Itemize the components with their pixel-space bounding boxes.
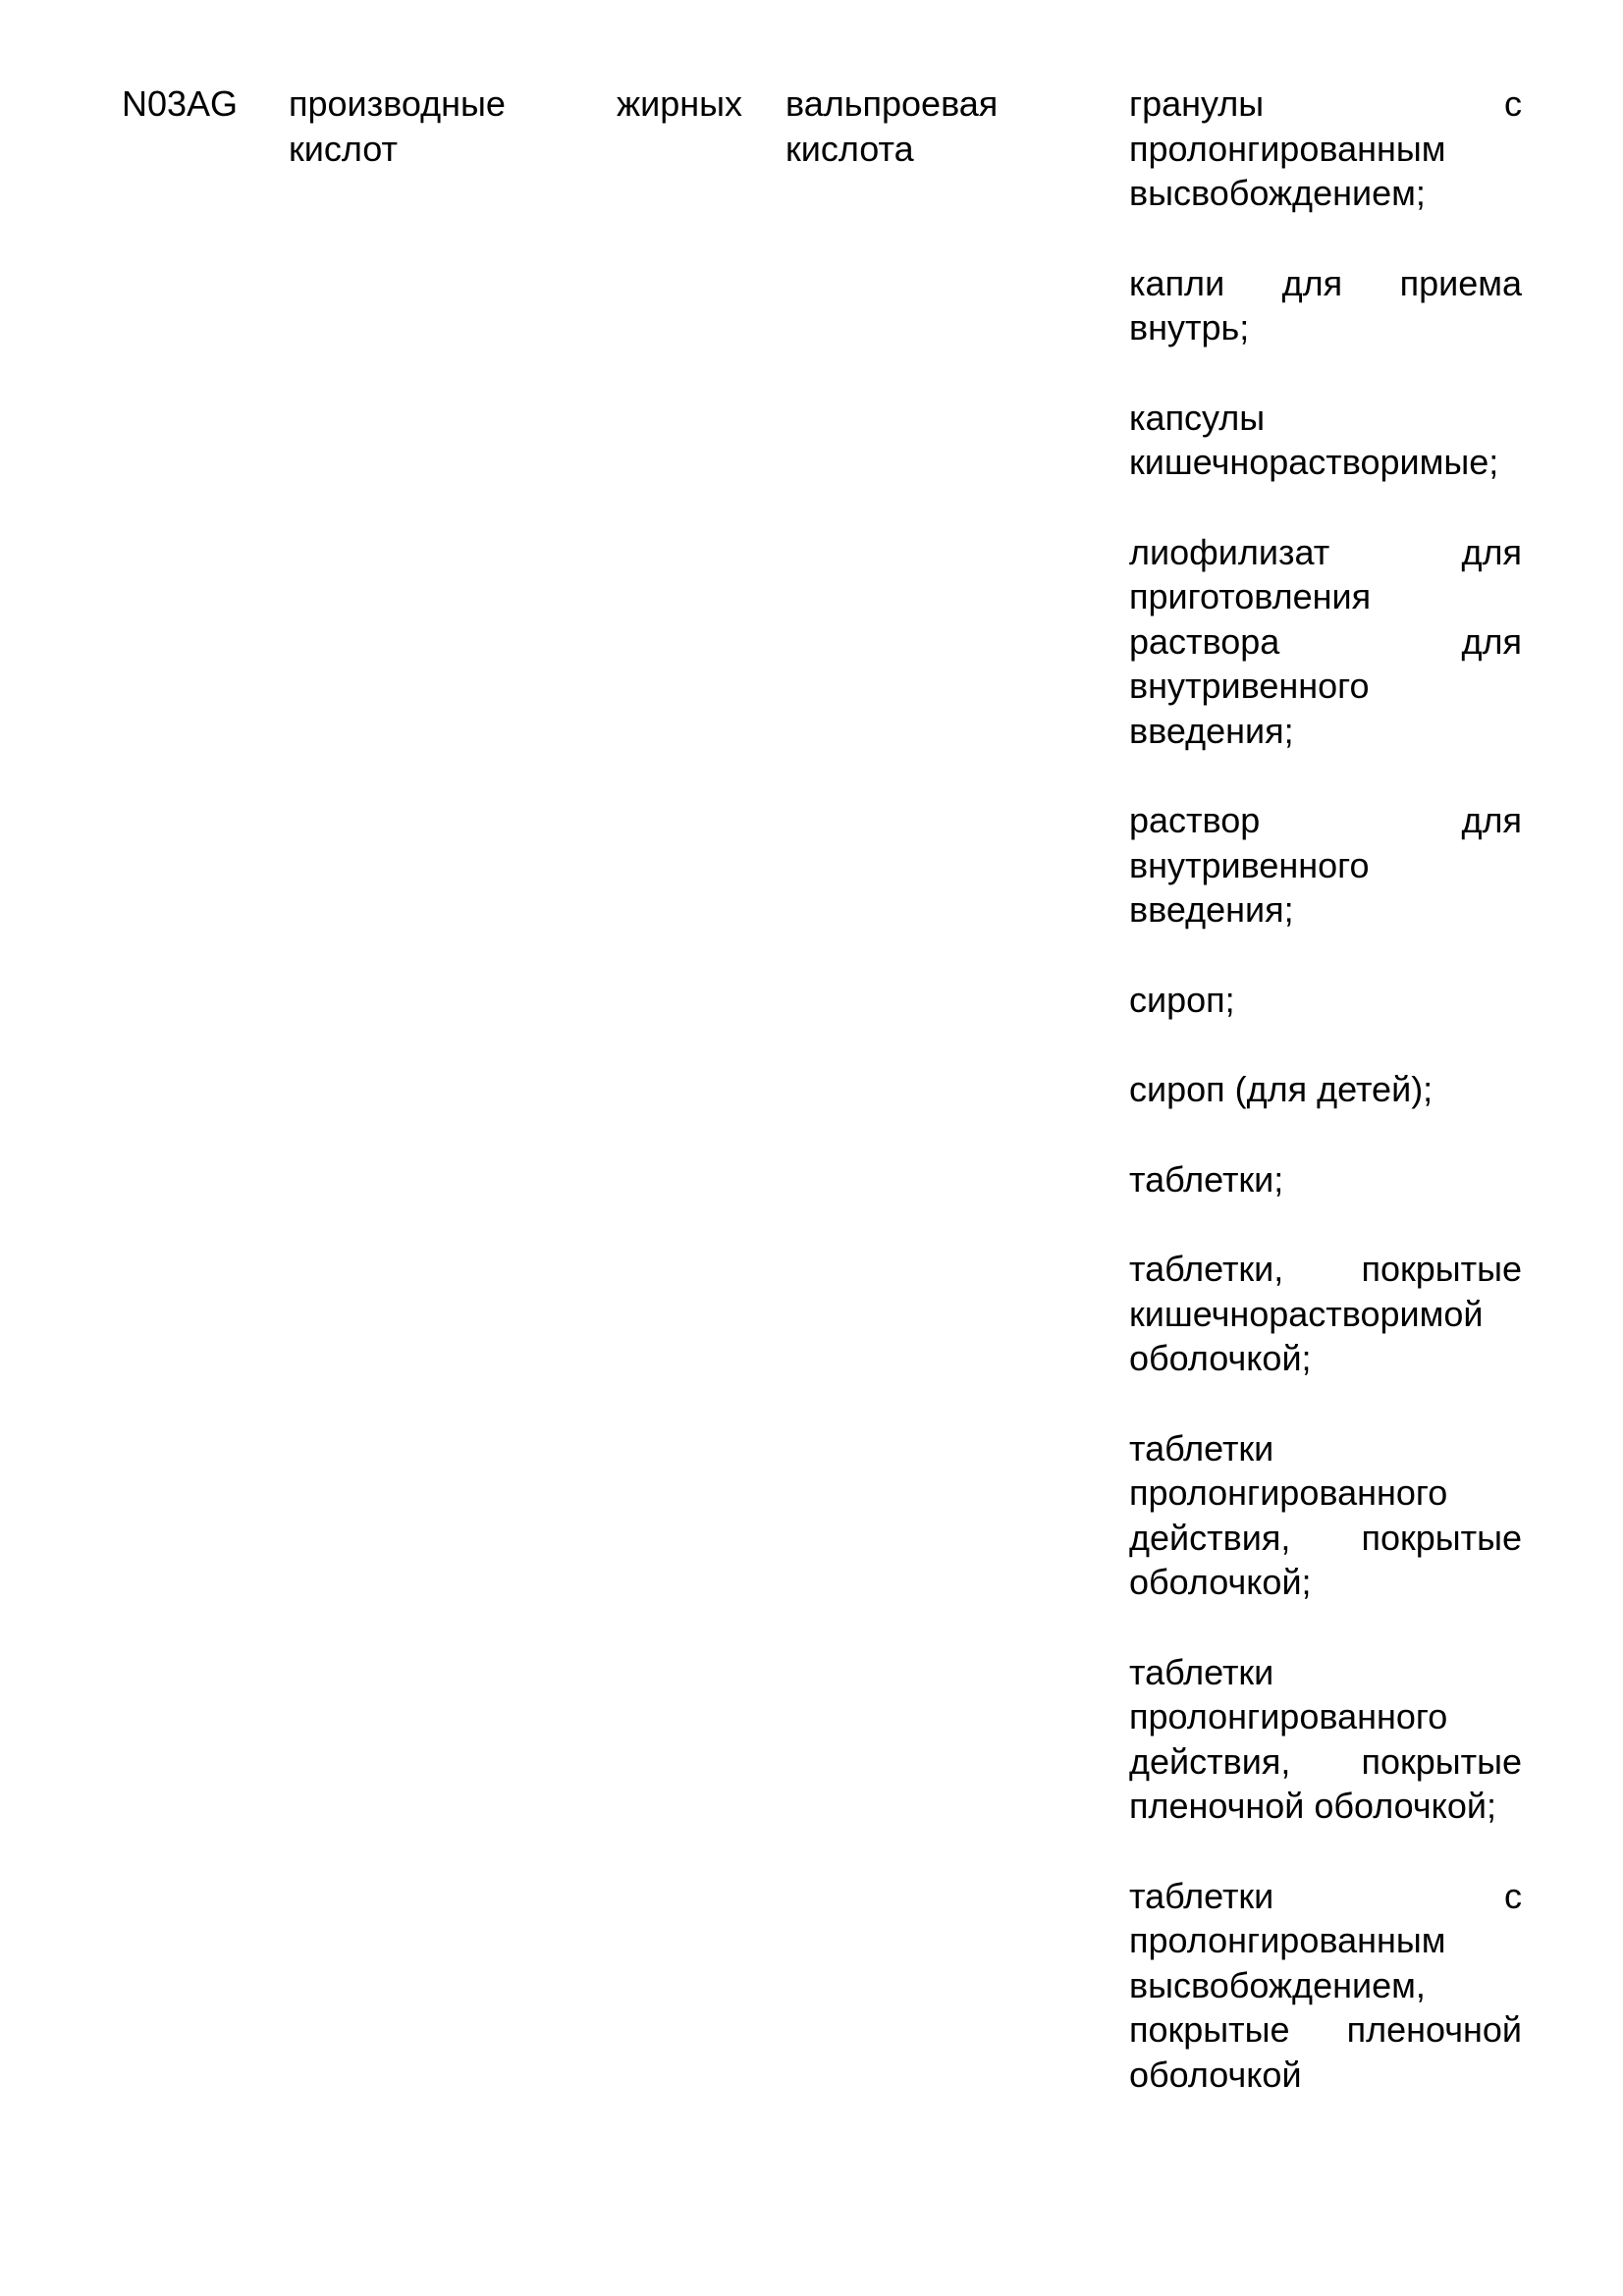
dosage-form-item: таблетки;: [1129, 1158, 1284, 1200]
dosage-form-item: сироп;: [1129, 979, 1235, 1020]
dosage-form-item: сироп (для детей);: [1129, 1069, 1434, 1109]
dosage-form-item: капсулы кишечнорастворимые;: [1129, 397, 1499, 482]
atc-code: N03AG: [122, 83, 239, 124]
dosage-form-item: раствор для внутривенного введения;: [1129, 800, 1522, 930]
dosage-form-item: таблетки пролонгированного действия, покрытые пленочной оболочкой;: [1129, 1651, 1522, 1826]
dosage-form-item: таблетки с пролонгированным высвобождением, покрытые пленочной оболочкой: [1129, 1875, 1522, 2095]
dosage-forms-list: [1129, 81, 1522, 2097]
dosage-form-item: лиофилизат для приготовления раствора для внутривенного введения;: [1129, 531, 1522, 751]
dosage-form-item: гранулы с пролонгированным высвобождением;: [1129, 83, 1522, 213]
pharmacological-group: производные жирных кислот: [289, 83, 742, 169]
active-substance: вальпроевая кислота: [785, 83, 999, 169]
dosage-form-item: таблетки пролонгированного действия, покрытые оболочкой;: [1129, 1427, 1522, 1602]
dosage-form-item: капли для приема внутрь;: [1129, 262, 1522, 347]
dosage-form-item: таблетки, покрытые кишечнорастворимой оболочкой;: [1129, 1249, 1522, 1378]
